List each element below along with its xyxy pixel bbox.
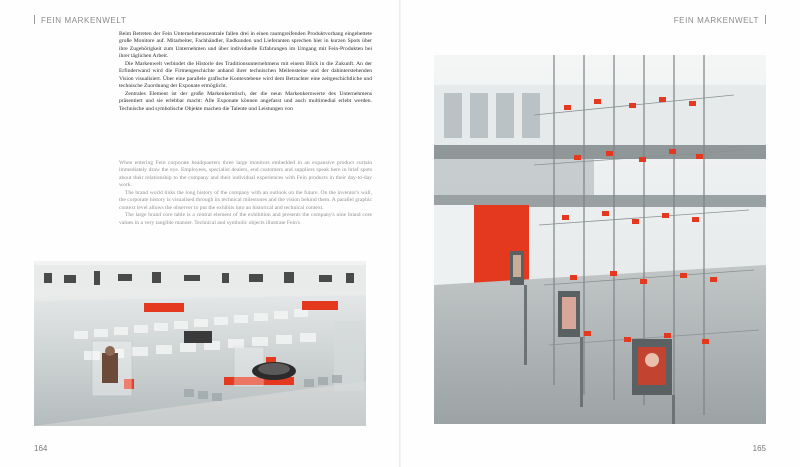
page-number-right: 165 bbox=[752, 444, 766, 453]
english-body-text bbox=[119, 160, 372, 227]
german-paragraph: Zentrales Element ist der große Markenkerntisch, der die neun Markenkernwerte des Unternehmens präsentiert und sie erlebbar macht: Alle Exponate können angefasst und auch multimedial erlebt werden. Technische und symbolische Objekte machen die Talente und Leistungen von bbox=[119, 90, 372, 112]
atrium-illustration bbox=[434, 55, 766, 424]
english-paragraph: The brand world links the long history of the company with an outlook on the future. On the inventor's wall, the corporate history is visualised through its technical milestones and the vision behind them. A parallel graphic context level allows the observer to put the exhibits into an historical and technical context. bbox=[119, 189, 372, 211]
running-header-left bbox=[34, 15, 126, 25]
brand-core-table-illustration bbox=[34, 261, 366, 426]
english-paragraph: The large brand core table is a central element of the exhibition and presents the company's nine brand core values in a very tangible manner. Technical and symbolic objects illustrate Fein's bbox=[119, 212, 372, 226]
german-body-text bbox=[119, 31, 372, 113]
running-header-right bbox=[674, 15, 766, 25]
brand-core-table-photo bbox=[34, 261, 366, 426]
page-number-left: 164 bbox=[34, 444, 48, 453]
header-title-right: FEIN MARKENWELT bbox=[673, 16, 759, 25]
header-divider bbox=[34, 15, 35, 24]
english-paragraph: When entering Fein corporate headquarters three large monitors embedded in an expansive product curtain immediately draw the eye. Employees, specialist dealers, end customers and suppliers speak here in brief spots about their relationship to the company and their individual experiences with Fein products in their day-to-day work. bbox=[119, 160, 372, 189]
german-paragraph: Beim Betreten der Fein Unternehmenszentrale fallen drei in einen raumgreifenden Produktvorhang eingebettete große Monitore auf. Mitarbeiter, Fachhändler, Endkunden und Lieferanten sprechen hier in kurzen Spots über ihre Zugehörigkeit zum Unternehmen und über individuelle Erfahrungen im Umgang mit Fein-Produkten bei ihrer täglichen Arbeit. bbox=[119, 31, 372, 60]
atrium-photo bbox=[434, 55, 766, 424]
header-divider bbox=[765, 15, 766, 24]
german-paragraph: Die Markenwelt verbindet die Historie des Traditionsunternehmens mit einem Blick in die Zukunft. An der Erfinderwand wird die Firmengeschichte anhand ihrer technischen Meilensteine und der dahinterstehenden Vision visualisiert. Über eine parallele grafische Kontextebene wird dem Betrachter eine zeitgeschichtliche und technische Zuordnung der Exponate ermöglicht. bbox=[119, 60, 372, 90]
header-title-left: FEIN MARKENWELT bbox=[41, 16, 127, 25]
page-gutter bbox=[399, 0, 401, 467]
